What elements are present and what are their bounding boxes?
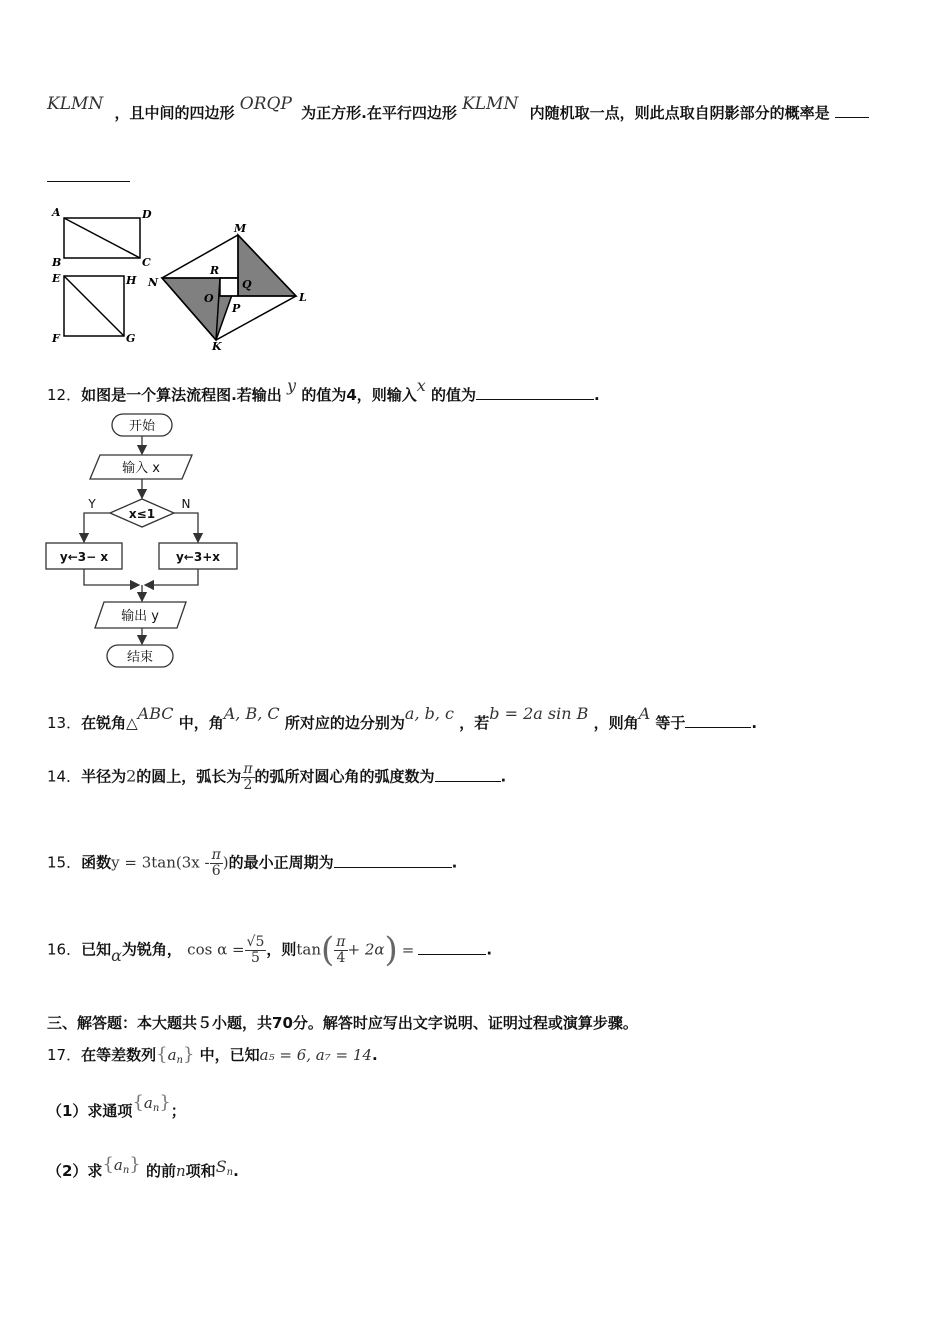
q13-abc: ABC — [137, 704, 174, 723]
q15-fraction — [210, 848, 223, 878]
q16-equals: = — [401, 940, 415, 959]
q16-fraction-2 — [334, 935, 347, 965]
q17-p2-seq-n: n — [122, 1165, 130, 1176]
label-b: B — [52, 256, 62, 269]
q17-p2-n: n — [176, 1162, 186, 1180]
q16-paren-close: ) — [384, 930, 398, 970]
label-r: R — [210, 264, 220, 277]
q17-p2-label: （2）求 — [47, 1162, 103, 1180]
q15-text-2: 的最小正周期为 — [228, 853, 334, 872]
q13-end: . — [751, 714, 758, 732]
q14-frac-num: π — [243, 761, 253, 777]
q17-p2-text-2: 项和 — [185, 1162, 216, 1180]
flow-no-label: N — [181, 497, 191, 511]
q14-frac-den: 2 — [243, 776, 253, 793]
flowchart — [40, 408, 250, 673]
label-k: K — [212, 340, 222, 353]
q17-p1-end: ； — [170, 1102, 186, 1120]
q17-sn — [216, 1157, 233, 1176]
q12-line — [47, 376, 600, 405]
q11-figure — [40, 200, 320, 360]
q11-text-2: 为正方形.在平行四边形 — [301, 104, 457, 122]
q17-part-2 — [47, 1154, 239, 1181]
q12-end: . — [594, 386, 600, 404]
flow-right-label: y←3+x — [175, 550, 221, 564]
q11-text-3: 内随机取一点，则此点取自阴影部分的概率是 — [529, 104, 830, 122]
q13-line — [47, 704, 758, 733]
q14-text-2: 的圆上，弧长为 — [136, 767, 242, 786]
q14-radius: 2 — [126, 766, 137, 786]
q16-cos: cos α = — [187, 940, 245, 959]
q16-frac2-num: π — [336, 933, 346, 950]
q13-equation: b = 2a sin B — [489, 704, 589, 723]
q12-text-1: 如图是一个算法流程图.若输出 — [81, 386, 282, 404]
section-3-heading: 三、解答题：本大题共５小题，共70分。解答时应写出文字说明、证明过程或演算步骤。 — [47, 1014, 638, 1032]
q15-text-1: 函数 — [81, 853, 112, 872]
q15-end: . — [451, 853, 458, 872]
q17-p2-seq: {an} — [102, 1154, 141, 1176]
q14-answer-blank — [435, 780, 501, 782]
flow-left-label: y←3− x — [59, 550, 109, 564]
q12-number: 12． — [47, 386, 82, 404]
q13-angle-a: A — [638, 704, 651, 723]
flow-yes-label: Y — [88, 497, 96, 511]
q16-answer-blank — [418, 953, 486, 955]
label-a: A — [52, 206, 61, 219]
square-orqp — [220, 278, 238, 296]
label-h: H — [126, 274, 137, 287]
q13-text-5: ，则角 — [593, 714, 639, 732]
q11-answer-blank-2 — [47, 180, 130, 182]
q16-paren-open: ( — [321, 930, 335, 970]
arrow-cond-right — [174, 513, 198, 542]
q16-number: 16． — [47, 940, 82, 959]
q13-sides: a, b, c — [404, 704, 454, 723]
q15-eq-a: y = 3tan(3x - — [111, 853, 210, 872]
q11-klmn: KLMN — [47, 94, 104, 114]
q17-p2-seq-a: a — [113, 1156, 123, 1174]
q13-text-4: ，若 — [459, 714, 490, 732]
flow-cond-label: x≤1 — [128, 507, 156, 521]
q16-frac1-den: 5 — [251, 949, 260, 966]
q13-text-3: 所对应的边分别为 — [284, 714, 405, 732]
q15-eq-b: ) — [222, 853, 229, 872]
q13-text-6: 等于 — [655, 714, 686, 732]
q16-end: . — [486, 940, 493, 959]
q13-angles: A, B, C — [223, 704, 280, 723]
q17-p1-label: （1）求通项 — [47, 1102, 133, 1120]
q17-seq-n: n — [176, 1055, 183, 1066]
diagonal-eg — [64, 276, 124, 336]
arrow-cond-left — [84, 513, 110, 542]
q12-text-3: 的值为 — [431, 386, 477, 404]
label-d: D — [142, 208, 152, 221]
label-e: E — [52, 272, 61, 285]
flow-end-label: 结束 — [126, 650, 154, 665]
q12-text-2: 的值为4，则输入 — [301, 386, 417, 404]
q16-frac2-den: 4 — [336, 949, 346, 966]
q13-number: 13． — [47, 714, 82, 732]
q11-klmn-2: KLMN — [462, 94, 519, 114]
q12-y: y — [287, 376, 297, 395]
q17-sn-s: S — [215, 1157, 227, 1176]
q15-frac-num: π — [211, 847, 221, 863]
label-g: G — [126, 332, 136, 345]
q17-text-2: 中，已知 — [199, 1046, 260, 1064]
q17-part-1 — [47, 1092, 186, 1121]
label-n: N — [148, 276, 159, 289]
q17-seq-a: a — [167, 1046, 177, 1064]
q12-answer-blank — [476, 398, 594, 400]
q16-plus-2alpha: + 2α — [347, 940, 385, 959]
q17-end: . — [371, 1046, 378, 1064]
q16-tan: tan — [296, 940, 322, 959]
q17-number: 17． — [47, 1046, 82, 1064]
q11-orqp: ORQP — [239, 94, 292, 114]
q15-line — [47, 848, 457, 878]
label-c: C — [142, 256, 151, 269]
q17-p1-seq: {an} — [132, 1092, 171, 1114]
label-l: L — [299, 291, 307, 304]
q13-text-1: 在锐角△ — [81, 714, 138, 732]
q14-text-1: 半径为 — [81, 767, 127, 786]
q14-fraction — [241, 762, 254, 792]
label-m: M — [234, 222, 247, 235]
flow-input-label: 输入 x — [122, 461, 160, 476]
q17-p1-seq-a: a — [143, 1094, 153, 1112]
q16-text-2: 为锐角， — [121, 940, 182, 959]
diagonal-ac — [64, 218, 140, 258]
q15-frac-den: 6 — [211, 862, 221, 879]
label-q: Q — [242, 278, 252, 291]
q11-line — [47, 94, 869, 123]
q16-alpha: α — [111, 945, 122, 965]
q13-answer-blank — [685, 726, 751, 728]
q14-text-3: 的弧所对圆心角的弧度数为 — [254, 767, 435, 786]
q17-text-1: 在等差数列 — [81, 1046, 157, 1064]
q16-frac1-num: √5 — [246, 933, 265, 950]
q16-fraction-1 — [245, 935, 267, 965]
q14-end: . — [500, 767, 507, 786]
q17-seq: {an} — [156, 1044, 195, 1066]
q17-p1-seq-n: n — [152, 1103, 160, 1114]
q15-answer-blank — [334, 866, 452, 868]
q11-text-1: ，且中间的四边形 — [114, 104, 235, 122]
q12-x: x — [416, 376, 426, 395]
q16-text-3: ，则 — [266, 940, 297, 959]
q13-text-2: 中，角 — [178, 714, 224, 732]
q15-number: 15． — [47, 853, 82, 872]
q17-p2-end: . — [233, 1162, 239, 1180]
q17-line — [47, 1044, 378, 1065]
label-p: P — [232, 302, 241, 315]
flow-output-label: 输出 y — [121, 609, 159, 624]
q17-p2-text: 的前 — [145, 1162, 176, 1180]
q16-line — [47, 930, 492, 970]
q17-sn-n: n — [226, 1167, 234, 1178]
arrow-left-merge — [84, 569, 139, 585]
q14-line — [47, 762, 506, 792]
q14-number: 14． — [47, 767, 82, 786]
q17-condition: a₅ = 6, a₇ = 14 — [259, 1046, 372, 1064]
label-o: O — [204, 292, 214, 305]
flow-start-label: 开始 — [128, 419, 156, 434]
arrow-right-merge — [145, 569, 198, 585]
q16-text-1: 已知 — [81, 940, 112, 959]
label-f: F — [52, 332, 60, 345]
q11-answer-blank-1 — [835, 116, 869, 118]
